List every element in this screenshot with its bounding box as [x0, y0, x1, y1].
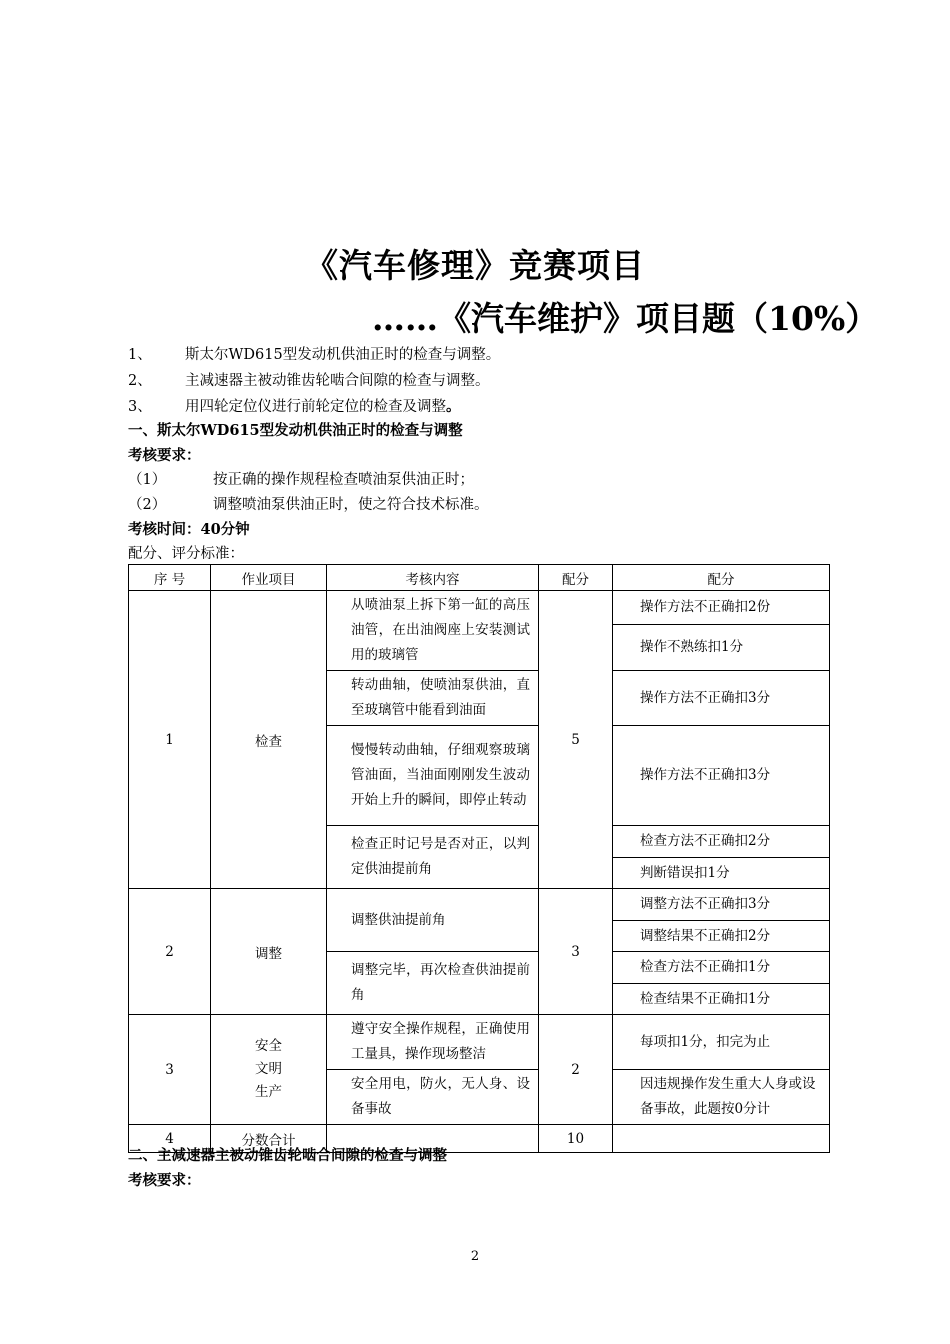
row-score: 5	[539, 591, 613, 889]
table-header-row	[129, 565, 830, 591]
row-number: 2	[129, 889, 211, 1015]
requirement-1	[128, 468, 474, 489]
section-2-requirements-label: 考核要求：	[128, 1172, 201, 1189]
header-score: 配分	[539, 565, 613, 591]
task-item-3	[128, 395, 461, 416]
row-rule: 调整方法不正确扣3分	[613, 889, 830, 921]
task-item-text: 主减速器主被动锥齿轮啮合间隙的检查与调整。	[185, 373, 490, 389]
row-rule	[613, 1125, 830, 1153]
row-rule: 因违规操作发生重大人身或设备事故，此题按0分计	[613, 1070, 830, 1125]
row-number: 3	[129, 1015, 211, 1125]
row-score: 3	[539, 889, 613, 1015]
row-task-line: 生产	[255, 1084, 282, 1100]
table-row	[129, 889, 830, 921]
row-rule: 检查方法不正确扣2分	[613, 826, 830, 858]
row-content: 慢慢转动曲轴，仔细观察玻璃管油面，当油面刚刚发生波动开始上升的瞬间，即停止转动	[327, 726, 539, 826]
header-number: 序 号	[129, 565, 211, 591]
task-item-2	[128, 369, 490, 390]
task-item-number: 3、	[128, 399, 152, 415]
requirement-text: 按正确的操作规程检查喷油泵供油正时；	[213, 472, 474, 488]
row-task: 检查	[211, 591, 327, 889]
header-rules: 配分	[613, 565, 830, 591]
row-task-line: 安全	[255, 1038, 282, 1054]
task-item-text: 斯太尔WD615型发动机供油正时的检查与调整。	[185, 347, 501, 363]
task-item-mark: 。	[446, 398, 461, 415]
page-subtitle: ……《汽车维护》项目题（10%）	[372, 299, 879, 338]
requirement-number: （1）	[128, 472, 167, 488]
page-number: 2	[470, 1249, 480, 1264]
row-content: 转动曲轴，使喷油泵供油，直至玻璃管中能看到油面	[327, 671, 539, 726]
task-item-1	[128, 343, 500, 364]
section-1-requirements-label: 考核要求：	[128, 447, 201, 464]
scoring-table	[128, 564, 830, 1153]
row-rule: 操作不熟练扣1分	[613, 624, 830, 671]
row-number: 1	[129, 591, 211, 889]
row-task	[211, 1015, 327, 1125]
exam-time: 考核时间：40分钟	[128, 521, 250, 538]
header-content: 考核内容	[327, 565, 539, 591]
row-rule: 调整结果不正确扣2分	[613, 921, 830, 952]
table-row	[129, 1015, 830, 1070]
row-rule: 每项扣1分，扣完为止	[613, 1015, 830, 1070]
criteria-label: 配分、评分标准：	[128, 546, 244, 562]
row-rule: 操作方法不正确扣3分	[613, 671, 830, 726]
row-content: 调整完毕，再次检查供油提前角	[327, 952, 539, 1015]
row-rule: 检查结果不正确扣1分	[613, 984, 830, 1015]
row-rule: 操作方法不正确扣3分	[613, 726, 830, 826]
row-content: 从喷油泵上拆下第一缸的高压油管，在出油阀座上安装测试用的玻璃管	[327, 591, 539, 671]
row-task-line: 文明	[255, 1061, 282, 1077]
row-rule: 操作方法不正确扣2份	[613, 591, 830, 625]
section-1-heading: 一、斯太尔WD615型发动机供油正时的检查与调整	[128, 422, 463, 439]
row-content: 遵守安全操作规程，正确使用工量具，操作现场整洁	[327, 1015, 539, 1070]
row-rule: 判断错误扣1分	[613, 858, 830, 889]
header-task: 作业项目	[211, 565, 327, 591]
row-rule: 检查方法不正确扣1分	[613, 952, 830, 984]
row-score: 2	[539, 1015, 613, 1125]
row-number: 4	[129, 1125, 211, 1153]
row-task: 分数合计	[211, 1125, 327, 1153]
task-item-number: 2、	[128, 373, 152, 389]
requirement-number: （2）	[128, 497, 167, 513]
row-content: 安全用电，防火，无人身、设备事故	[327, 1070, 539, 1125]
row-content: 检查正时记号是否对正，以判定供油提前角	[327, 826, 539, 889]
requirement-text: 调整喷油泵供油正时，使之符合技术标准。	[213, 497, 489, 513]
page-title: 《汽车修理》竞赛项目	[305, 246, 645, 285]
task-item-text: 用四轮定位仪进行前轮定位的检查及调整	[185, 399, 446, 415]
row-content: 调整供油提前角	[327, 889, 539, 952]
task-item-number: 1、	[128, 347, 152, 363]
row-score: 10	[539, 1125, 613, 1153]
requirement-2	[128, 493, 489, 514]
table-row	[129, 591, 830, 625]
row-task: 调整	[211, 889, 327, 1015]
section-2-heading: 二、主减速器主被动锥齿轮啮合间隙的检查与调整	[128, 1147, 447, 1164]
